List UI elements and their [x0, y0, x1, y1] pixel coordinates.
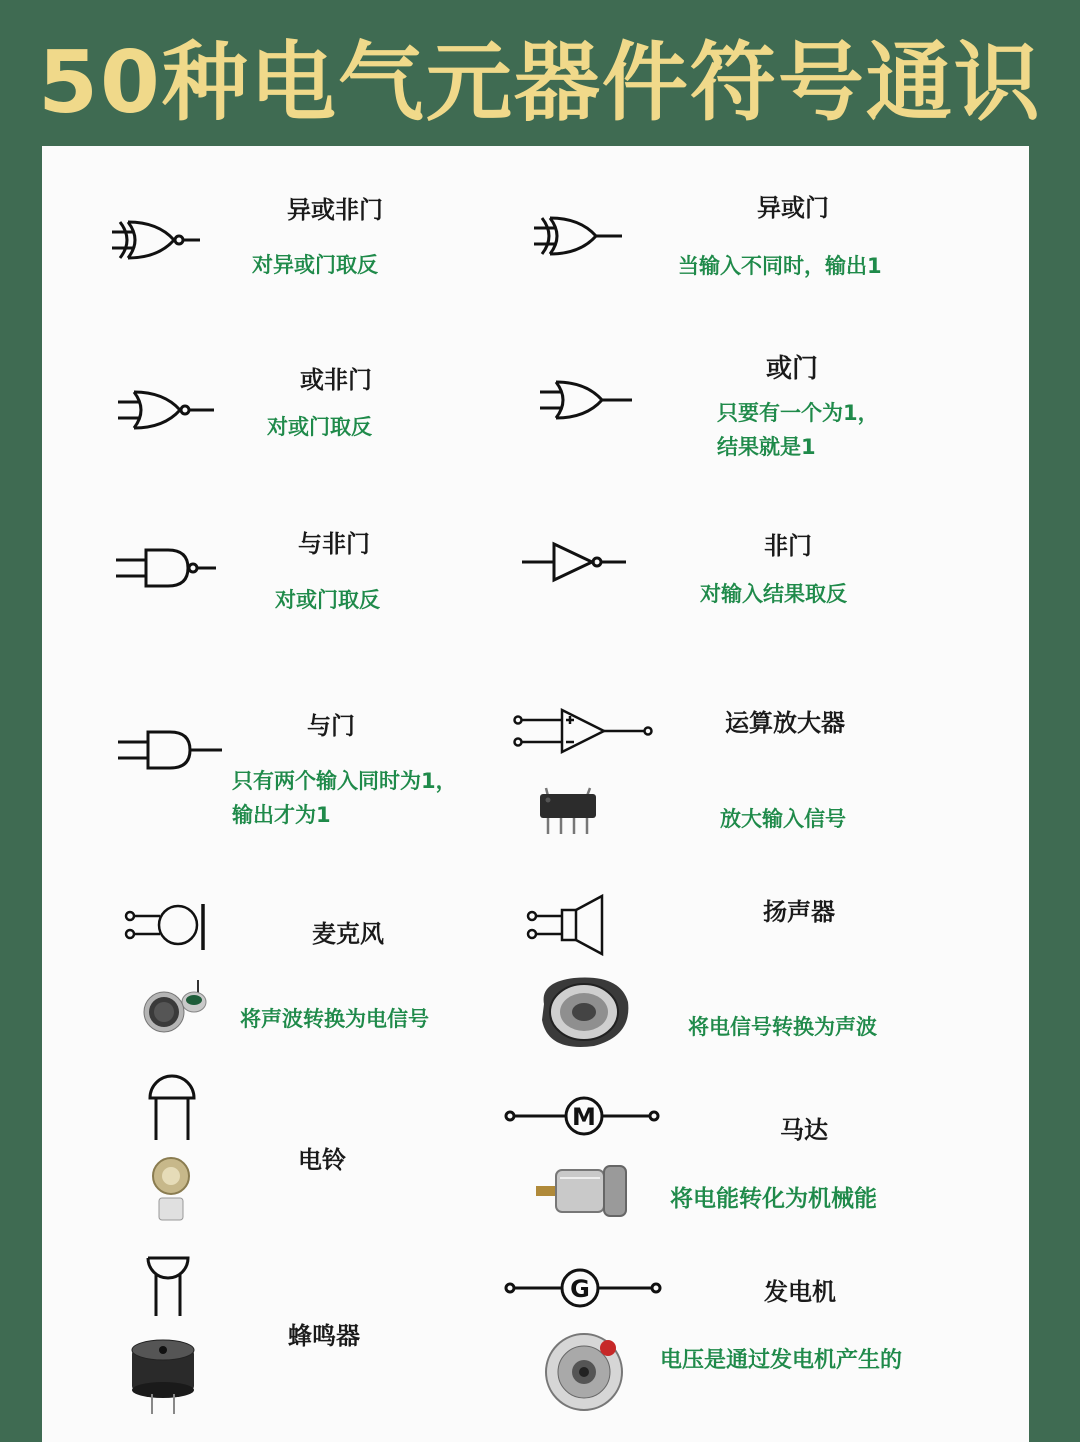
- item-name: 马达: [780, 1116, 828, 1144]
- item-name: 与非门: [298, 530, 370, 558]
- item-name: 与门: [307, 712, 355, 740]
- item-desc: 只有两个输入同时为1，: [232, 769, 457, 793]
- item-name: 或门: [766, 354, 819, 384]
- item-name: 扬声器: [763, 898, 835, 926]
- generator-icon: [504, 1266, 662, 1310]
- speaker-icon: [526, 894, 606, 956]
- item-desc: 将电能转化为机械能: [670, 1186, 877, 1212]
- item-desc: 只要有一个为1，: [717, 401, 879, 425]
- nor-gate-icon: [118, 388, 218, 432]
- speaker-photo-icon: [534, 974, 634, 1050]
- page-title: 50种电气元器件符号通识: [38, 33, 1042, 133]
- item-name: 或非门: [300, 366, 372, 394]
- item-desc: 结果就是1: [717, 435, 816, 459]
- item-desc: 电压是通过发电机产生的: [660, 1348, 903, 1373]
- buzzer-photo-icon: [128, 1336, 198, 1416]
- item-desc: 对或门取反: [275, 588, 380, 612]
- item-desc: 将声波转换为电信号: [240, 1007, 429, 1031]
- item-name: 运算放大器: [725, 709, 845, 737]
- item-desc: 当输入不同时，输出1: [678, 254, 882, 278]
- item-name: 蜂鸣器: [288, 1322, 360, 1350]
- microphone-photo-icon: [140, 976, 212, 1038]
- item-desc: 放大输入信号: [720, 807, 846, 831]
- content-card: [42, 146, 1029, 1442]
- motor-symbol-letter: M: [572, 1103, 596, 1131]
- item-name: 异或门: [757, 194, 829, 222]
- generator-symbol-letter: G: [570, 1275, 590, 1303]
- electric-bell-photo-icon: [146, 1154, 196, 1222]
- item-desc: 对输入结果取反: [700, 582, 847, 606]
- or-gate-icon: [540, 378, 635, 422]
- nand-gate-icon: [116, 546, 218, 590]
- motor-photo-icon: [536, 1158, 632, 1224]
- electric-bell-icon: [146, 1072, 198, 1142]
- item-desc: 将电信号转换为声波: [688, 1015, 877, 1039]
- not-gate-icon: [522, 540, 627, 584]
- op-amp-chip-icon: [538, 786, 600, 838]
- and-gate-icon: [118, 728, 222, 772]
- xor-gate-icon: [534, 214, 624, 258]
- item-desc: 对异或门取反: [252, 253, 378, 277]
- item-name: 发电机: [764, 1278, 836, 1306]
- item-name: 异或非门: [287, 196, 383, 224]
- item-name: 麦克风: [312, 920, 384, 948]
- motor-icon: [504, 1094, 660, 1138]
- item-desc: 输出才为1: [232, 803, 331, 827]
- item-name: 电铃: [298, 1146, 346, 1174]
- item-name: 非门: [764, 532, 812, 560]
- microphone-icon: [124, 902, 208, 952]
- op-amp-icon: [512, 708, 652, 756]
- buzzer-icon: [144, 1254, 192, 1318]
- xnor-gate-icon: [112, 218, 202, 262]
- generator-photo-icon: [542, 1330, 626, 1414]
- item-desc: 对或门取反: [267, 415, 372, 439]
